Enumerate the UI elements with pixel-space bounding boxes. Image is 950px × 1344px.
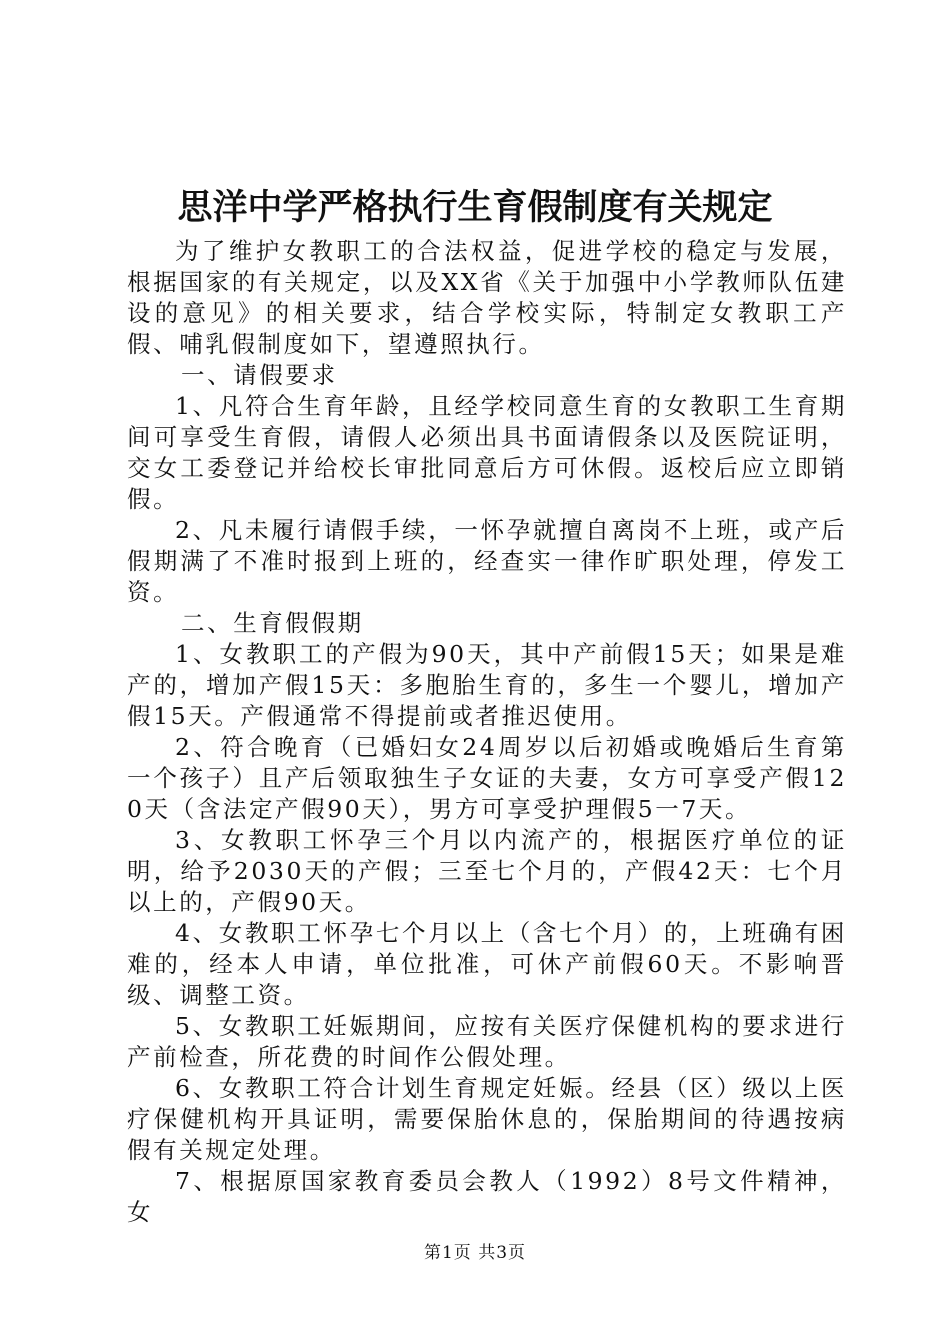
document-body <box>127 236 847 1228</box>
maternity-leave-item-7: 7、根据原国家教育委员会教人（1992）8号文件精神，女 <box>127 1167 847 1226</box>
maternity-leave-item-3: 3、女教职工怀孕三个月以内流产的，根据医疗单位的证明，给予2030天的产假；三至七个月的，产假42天：七个月以上的，产假90天。 <box>127 826 847 916</box>
maternity-leave-item-1: 1、女教职工的产假为90天，其中产前假15天；如果是难产的，增加产假15天：多胞胎生育的，多生一个婴儿，增加产假15天。产假通常不得提前或者推迟使用。 <box>127 640 847 730</box>
section-heading-leave-requirements: 一、请假要求 <box>181 361 338 389</box>
document-title: 思洋中学严格执行生育假制度有关规定 <box>177 187 773 228</box>
leave-requirement-item-1: 1、凡符合生育年龄，且经学校同意生育的女教职工生育期间可享受生育假，请假人必须出具书面请假条以及医院证明，交女工委登记并给校长审批同意后方可休假。返校后应立即销假。 <box>127 392 847 513</box>
maternity-leave-item-6: 6、女教职工符合计划生育规定妊娠。经县（区）级以上医疗保健机构开具证明，需要保胎休息的，保胎期间的待遇按病假有关规定处理。 <box>127 1074 847 1164</box>
maternity-leave-item-5: 5、女教职工妊娠期间，应按有关医疗保健机构的要求进行产前检查，所花费的时间作公假处理。 <box>127 1012 847 1071</box>
maternity-leave-item-4: 4、女教职工怀孕七个月以上（含七个月）的，上班确有困难的，经本人申请，单位批准，可休产前假60天。不影响晋级、调整工资。 <box>127 919 847 1009</box>
leave-requirement-item-2: 2、凡未履行请假手续，一怀孕就擅自离岗不上班，或产后假期满了不准时报到上班的，经查实一律作旷职处理，停发工资。 <box>127 516 847 606</box>
page-footer: 第1页 共3页 <box>423 1243 527 1263</box>
intro-paragraph: 为了维护女教职工的合法权益，促进学校的稳定与发展，根据国家的有关规定，以及XX省《关于加强中小学教师队伍建设的意见》的相关要求，结合学校实际，特制定女教职工产假、哺乳假制度如下，望遵照执行。 <box>127 237 847 358</box>
section-heading-maternity-leave-period: 二、生育假假期 <box>181 609 364 637</box>
maternity-leave-item-2: 2、符合晚育（已婚妇女24周岁以后初婚或晚婚后生育第一个孩子）且产后领取独生子女证的夫妻，女方可享受产假120天（含法定产假90天），男方可享受护理假5一7天。 <box>127 733 847 823</box>
